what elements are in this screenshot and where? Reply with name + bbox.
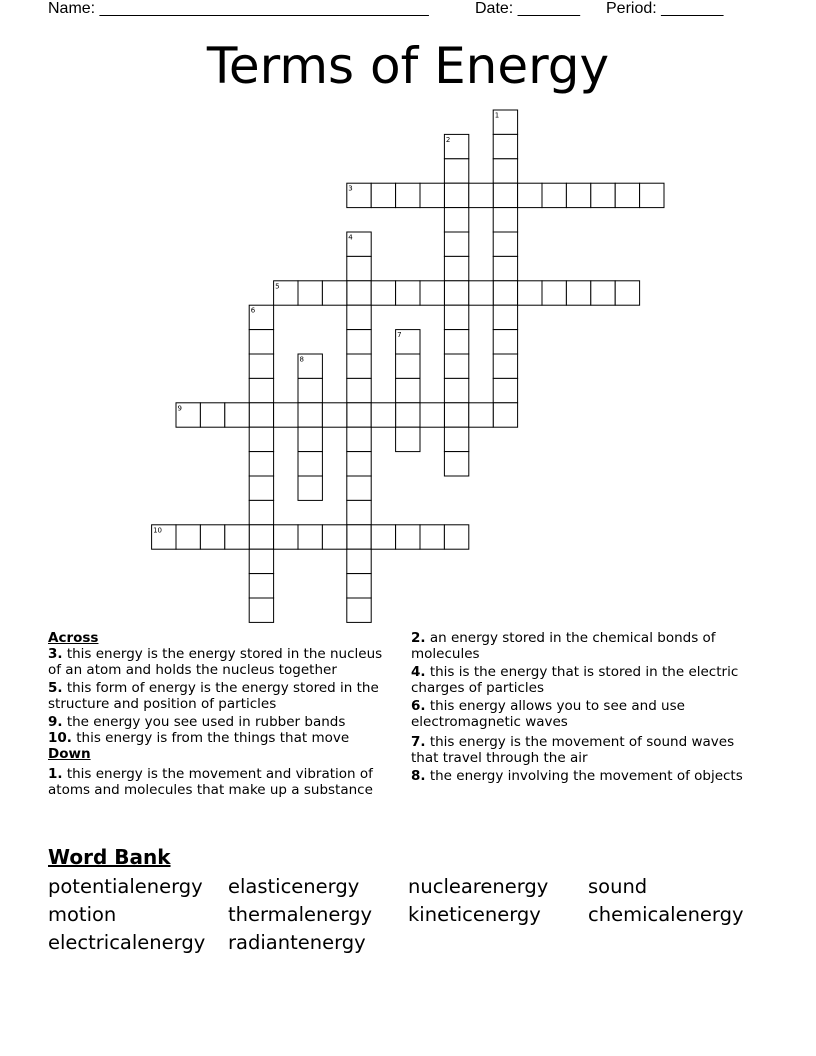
- grid-cell[interactable]: [249, 378, 273, 402]
- grid-cell[interactable]: [493, 281, 517, 305]
- grid-cell[interactable]: [322, 403, 346, 427]
- grid-cell[interactable]: [542, 281, 566, 305]
- grid-cell[interactable]: [396, 378, 420, 402]
- grid-cell[interactable]: [420, 525, 444, 549]
- clue-down-2: [411, 630, 756, 662]
- cell-number: 4: [348, 233, 353, 242]
- grid-cell[interactable]: [249, 549, 273, 573]
- grid-cell[interactable]: [347, 305, 371, 329]
- grid-cell[interactable]: [298, 378, 322, 402]
- grid-cell[interactable]: [396, 354, 420, 378]
- grid-cell[interactable]: [249, 574, 273, 598]
- grid-cell[interactable]: [200, 525, 224, 549]
- clue-text: this energy is the movement and vibration of atoms and molecules that make up a substance: [48, 766, 373, 798]
- grid-cell[interactable]: [444, 183, 468, 207]
- grid-cell[interactable]: [493, 354, 517, 378]
- grid-cell[interactable]: [518, 183, 542, 207]
- cell-number: 1: [494, 111, 500, 120]
- grid-cell[interactable]: [444, 159, 468, 183]
- clue-number: 7.: [411, 734, 426, 750]
- grid-cell[interactable]: [566, 281, 590, 305]
- grid-cell[interactable]: [444, 330, 468, 354]
- word-bank-word: electricalenergy: [48, 931, 206, 954]
- grid-cell[interactable]: [493, 208, 517, 232]
- grid-cell[interactable]: [176, 525, 200, 549]
- grid-cell[interactable]: [371, 403, 395, 427]
- cell-number: 9: [177, 404, 182, 413]
- grid-cell[interactable]: [274, 403, 298, 427]
- grid-cell[interactable]: [493, 183, 517, 207]
- cell-number: 8: [299, 355, 304, 364]
- grid-cell[interactable]: [347, 598, 371, 622]
- across-heading: Across: [48, 630, 99, 646]
- grid-cell[interactable]: [347, 403, 371, 427]
- grid-cell[interactable]: [444, 208, 468, 232]
- grid-cell[interactable]: [347, 476, 371, 500]
- grid-cell[interactable]: [396, 403, 420, 427]
- clue-number: 10.: [48, 730, 72, 746]
- grid-cell[interactable]: [298, 427, 322, 451]
- word-bank-word: radiantenergy: [228, 931, 366, 954]
- grid-cell[interactable]: [347, 256, 371, 280]
- cell-number: 6: [250, 306, 256, 315]
- clue-down-4: [411, 664, 756, 696]
- grid-cell[interactable]: [591, 281, 615, 305]
- clue-text: this energy allows you to see and use electromagnetic waves: [411, 698, 685, 730]
- grid-cell[interactable]: [493, 403, 517, 427]
- grid-cell[interactable]: [444, 256, 468, 280]
- grid-cell[interactable]: [469, 281, 493, 305]
- clue-number: 2.: [411, 630, 426, 646]
- grid-cell[interactable]: [249, 330, 273, 354]
- grid-cell[interactable]: [322, 281, 346, 305]
- grid-cell[interactable]: [249, 500, 273, 524]
- grid-cell[interactable]: [420, 183, 444, 207]
- grid-cell[interactable]: [444, 354, 468, 378]
- clue-down-6: [411, 698, 756, 730]
- word-bank-word: thermalenergy: [228, 903, 372, 926]
- grid-cell[interactable]: [347, 549, 371, 573]
- clue-text: this energy is the movement of sound waves that travel through the air: [411, 734, 735, 766]
- clue-number: 3.: [48, 646, 63, 662]
- clue-down-8: [411, 768, 756, 784]
- clue-down-1: [48, 766, 388, 798]
- clue-text: this energy is from the things that move: [76, 730, 350, 746]
- grid-cell[interactable]: [347, 330, 371, 354]
- grid-cell[interactable]: [444, 232, 468, 256]
- grid-cell[interactable]: [347, 354, 371, 378]
- grid-cell[interactable]: [371, 183, 395, 207]
- grid-cell[interactable]: [225, 403, 249, 427]
- grid-cell[interactable]: [347, 525, 371, 549]
- grid-cell[interactable]: [493, 378, 517, 402]
- word-bank-word: chemicalenergy: [588, 903, 744, 926]
- clue-text: the energy you see used in rubber bands: [66, 714, 346, 730]
- grid-cell[interactable]: [615, 183, 639, 207]
- word-bank-word: sound: [588, 875, 648, 898]
- grid-cell[interactable]: [444, 378, 468, 402]
- grid-cell[interactable]: [420, 403, 444, 427]
- cell-number: 5: [275, 282, 280, 291]
- clues-left-column: [48, 630, 388, 800]
- clue-across-3: [48, 646, 388, 678]
- grid-cell[interactable]: [542, 183, 566, 207]
- word-bank-word: kineticenergy: [408, 903, 541, 926]
- grid-cell[interactable]: [396, 281, 420, 305]
- clues-right-column: [411, 630, 756, 786]
- cell-number: 7: [397, 331, 402, 340]
- grid-cell[interactable]: [298, 403, 322, 427]
- grid-cell[interactable]: [493, 232, 517, 256]
- grid-cell[interactable]: [444, 305, 468, 329]
- grid-cell[interactable]: [493, 159, 517, 183]
- date-field[interactable]: Date: _______: [475, 0, 580, 17]
- grid-cell[interactable]: [249, 452, 273, 476]
- grid-cell[interactable]: [640, 183, 664, 207]
- clue-text: this is the energy that is stored in the electric charges of particles: [411, 664, 739, 696]
- grid-cell[interactable]: [444, 403, 468, 427]
- clue-text: this energy is the energy stored in the nucleus of an atom and holds the nucleus together: [48, 646, 383, 678]
- clue-text: this form of energy is the energy stored in the structure and position of particles: [48, 680, 379, 712]
- clue-number: 8.: [411, 768, 426, 784]
- grid-cell[interactable]: [249, 598, 273, 622]
- grid-cell[interactable]: [274, 525, 298, 549]
- clue-down-7: [411, 734, 756, 766]
- grid-cell[interactable]: [444, 281, 468, 305]
- grid-cell[interactable]: [298, 476, 322, 500]
- word-bank-title: Word Bank: [48, 845, 171, 869]
- grid-cell[interactable]: [493, 134, 517, 158]
- word-bank-word: potentialenergy: [48, 875, 203, 898]
- grid-cell[interactable]: [371, 525, 395, 549]
- grid-cell[interactable]: [225, 525, 249, 549]
- clue-number: 4.: [411, 664, 426, 680]
- grid-cell[interactable]: [396, 525, 420, 549]
- clue-number: 5.: [48, 680, 63, 696]
- grid-cell[interactable]: [396, 427, 420, 451]
- clue-across-10: [48, 730, 388, 746]
- grid-cell[interactable]: [444, 525, 468, 549]
- grid-cell[interactable]: [469, 183, 493, 207]
- grid-cell[interactable]: [371, 281, 395, 305]
- name-field[interactable]: Name: _____________________________________: [48, 0, 429, 17]
- grid-cell[interactable]: [493, 256, 517, 280]
- grid-cell[interactable]: [469, 403, 493, 427]
- cell-number: 2: [445, 135, 451, 144]
- grid-cell[interactable]: [444, 427, 468, 451]
- cell-number: 3: [348, 184, 353, 193]
- grid-cell[interactable]: [493, 330, 517, 354]
- clue-text: an energy stored in the chemical bonds of molecules: [411, 630, 716, 662]
- clue-number: 6.: [411, 698, 426, 714]
- grid-cell[interactable]: [200, 403, 224, 427]
- clue-across-5: [48, 680, 388, 712]
- grid-cell[interactable]: [249, 427, 273, 451]
- grid-cell[interactable]: [347, 500, 371, 524]
- grid-cell[interactable]: [518, 281, 542, 305]
- clue-text: the energy involving the movement of objects: [429, 768, 743, 784]
- grid-cell[interactable]: [347, 378, 371, 402]
- grid-cell[interactable]: [298, 525, 322, 549]
- grid-cell[interactable]: [298, 281, 322, 305]
- grid-cell[interactable]: [347, 452, 371, 476]
- grid-cell[interactable]: [493, 305, 517, 329]
- grid-cell[interactable]: [298, 452, 322, 476]
- down-heading: Down: [48, 746, 91, 762]
- grid-cell[interactable]: [420, 281, 444, 305]
- grid-cell[interactable]: [249, 403, 273, 427]
- word-bank-word: motion: [48, 903, 117, 926]
- grid-cell[interactable]: [249, 354, 273, 378]
- clue-number: 1.: [48, 766, 63, 782]
- grid-cell[interactable]: [347, 427, 371, 451]
- page-title: Terms of Energy: [206, 37, 610, 95]
- grid-cell[interactable]: [615, 281, 639, 305]
- clue-across-9: [48, 714, 388, 730]
- grid-cell[interactable]: [322, 525, 346, 549]
- grid-cell[interactable]: [249, 525, 273, 549]
- grid-cell[interactable]: [396, 183, 420, 207]
- grid-cell[interactable]: [347, 574, 371, 598]
- grid-cell[interactable]: [591, 183, 615, 207]
- cell-number: 10: [153, 526, 163, 535]
- grid-cell[interactable]: [347, 281, 371, 305]
- clue-number: 9.: [48, 714, 63, 730]
- grid-cell[interactable]: [566, 183, 590, 207]
- grid-cell[interactable]: [444, 452, 468, 476]
- period-field[interactable]: Period: _______: [606, 0, 724, 17]
- word-bank-word: nuclearenergy: [408, 875, 549, 898]
- word-bank-word: elasticenergy: [228, 875, 360, 898]
- grid-cell[interactable]: [249, 476, 273, 500]
